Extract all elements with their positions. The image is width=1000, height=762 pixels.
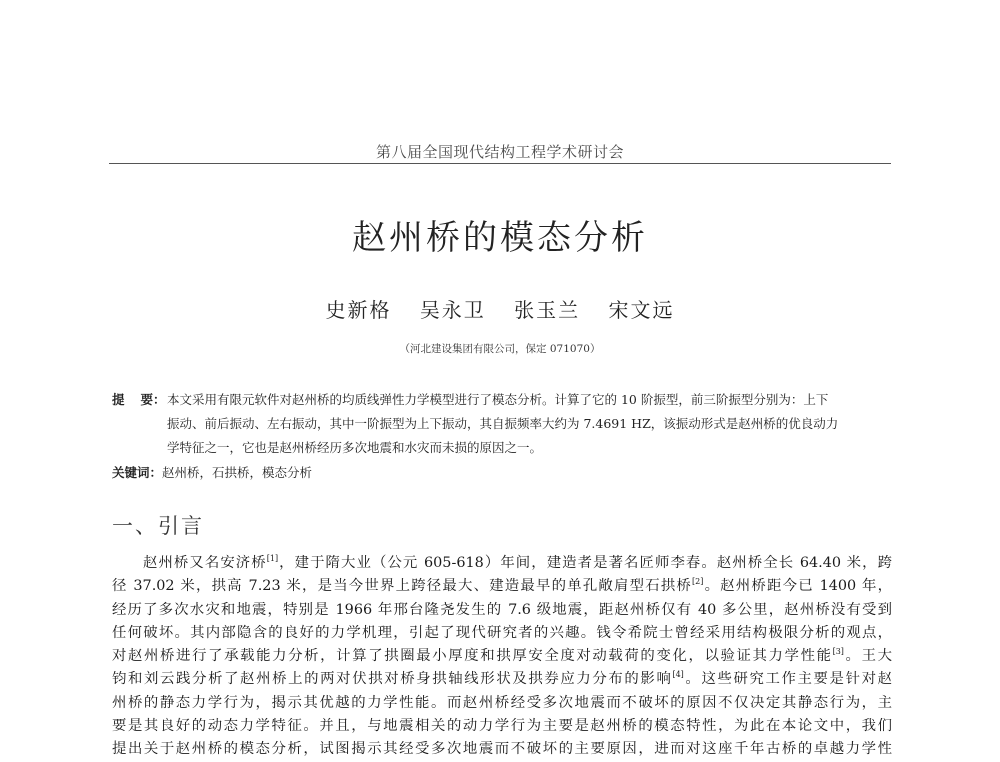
body-line (112, 715, 892, 738)
citation-marker: [1] (266, 554, 279, 564)
author-name: 宋文远 (608, 298, 675, 322)
abstract-line: 振动、前后振动、左右振动，其中一阶振型为上下振动，其自振频率大约为 7.4691 HZ，该振动形式是赵州桥的优良动力 (167, 416, 839, 431)
keywords-block (112, 463, 312, 481)
header-divider-rule (109, 163, 891, 164)
body-text-run: 提出关于赵州桥的模态分析，试图揭示其经受多次地震而不破坏的主要原因，进而对这座千年古桥的卓越力学性 (112, 741, 892, 758)
introduction-body (112, 552, 892, 762)
body-line (112, 668, 892, 691)
body-text-run: 。这些研究工作主要是针对赵 (683, 671, 892, 688)
body-line (112, 599, 892, 622)
abstract-line: 学特征之一，它也是赵州桥经历多次地震和水灾而未损的原因之一。 (167, 440, 543, 455)
body-line (112, 692, 892, 715)
body-text-run: 任何破坏。其内部隐含的良好的力学机理，引起了现代研究者的兴趣。钱令希院士曾经采用结构极限分析的观点， (112, 624, 892, 641)
citation-marker: [2] (692, 577, 704, 587)
author-affiliation: （河北建设集团有限公司，保定 071070） (399, 343, 601, 355)
conference-running-header: 第八届全国现代结构工程学术研讨会 (375, 143, 624, 161)
author-name: 史新格 (325, 298, 392, 322)
abstract-text (167, 388, 892, 460)
body-text-run: 。赵州桥距今已 1400 年， (703, 578, 892, 595)
abstract-label-part: 提 (112, 392, 125, 407)
abstract-line: 本文采用有限元软件对赵州桥的均质线弹性力学模型进行了模态分析。计算了它的 10 阶振型，前三阶振型分别为：上下 (167, 392, 829, 407)
body-text-run: 赵州桥又名安济桥 (143, 555, 267, 571)
body-line (112, 738, 892, 761)
keywords-label: 关键词： (112, 465, 163, 480)
body-text-run: 要是其良好的动态力学特征。并且，与地震相关的动力学行为主要是赵州桥的模态特性，为此在本论文中，我们 (112, 718, 892, 735)
paper-title: 赵州桥的模态分析 (352, 218, 648, 258)
body-line (112, 645, 892, 668)
body-text-run: 对赵州桥进行了承载能力分析，计算了拱圈最小厚度和拱厚安全度对动载荷的变化，以验证其力学性能 (112, 648, 833, 665)
author-name: 吴永卫 (419, 298, 486, 322)
keywords-text: 赵州桥，石拱桥，模态分析 (162, 465, 313, 480)
body-text-run: 钧和刘云践分析了赵州桥上的两对伏拱对桥身拱轴线形状及拱券应力分布的影响 (112, 671, 673, 688)
citation-marker: [3] (832, 647, 844, 657)
author-list (0, 294, 1000, 323)
body-text-run: 经历了多次水灾和地震，特别是 1966 年邢台隆尧发生的 7.6 级地震，距赵州桥仅有 40 多公里，赵州桥没有受到 (112, 601, 892, 618)
abstract-label (112, 388, 166, 412)
section-heading-introduction: 一、引言 (112, 514, 204, 538)
body-text-run: 。王大 (843, 648, 892, 665)
body-text-run: 州桥的静态力学行为，揭示其优越的力学性能。而赵州桥经受多次地震而不破坏的原因不仅决定其静态行为，主 (112, 694, 892, 711)
body-text-run: ，建于隋大业（公元 605-618）年间，建造者是著名匠师李春。赵州桥全长 64.40 米，跨 (278, 555, 892, 571)
body-text-run: 径 37.02 米，拱高 7.23 米，是当今世界上跨径最大、建造最早的单孔敞肩型石拱桥 (112, 578, 693, 595)
abstract-label-part: 要： (140, 392, 166, 407)
body-line (112, 622, 892, 645)
body-line (112, 552, 892, 575)
citation-marker: [4] (672, 670, 684, 680)
body-line (112, 575, 892, 598)
author-name: 张玉兰 (514, 298, 581, 322)
